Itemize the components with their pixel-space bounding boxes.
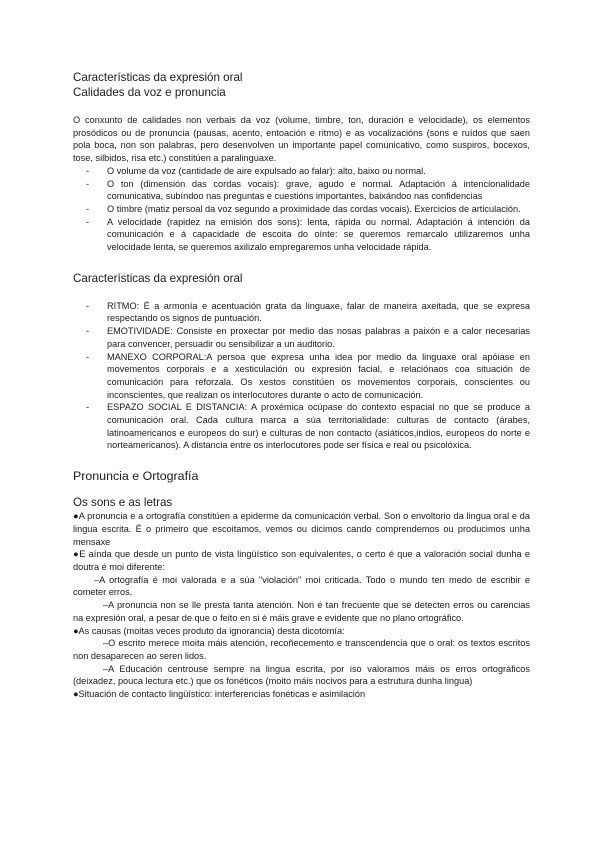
document-page — [73, 70, 530, 701]
doc-title: Características da expresión oral — [73, 71, 243, 84]
list-item: - MANEXO CORPORAL:A persoa que expresa unha idea por medio da linguaxe oral apóiase en movementos corporais e a xesticulación ou expresión facial, e relaciónaos coa situación de comunicación para reforzala. Os xestos constitúen os movementos corporais, conscientes ou inconscientes, que realizan os interlocutores durante o acto de comunicación. — [73, 351, 530, 402]
voice-qualities-list — [73, 165, 530, 254]
sub-paragraph: –O escrito merece moita máis atención, recoñecemento e transcendencia que o oral: os textos escritos non desaparecen ao seren lidos. — [73, 638, 530, 661]
list-item: - O ton (dimensión das cordas vocais): grave, agudo e normal. Adaptación á intencionalidade comunicativa, subíndoo nas preguntas e cuestións importantes, baixándoo nas confidencias — [73, 178, 530, 203]
bullet-paragraph: ●As causas (moitas veces produto da ignorancia) desta dicotomía: — [73, 625, 345, 636]
bullet-paragraph: ●A pronuncia e a ortografía constitúen a epiderme da comunicación verbal. Son o envoltorio da lingua oral e da lingua escrita. É o primeiro que escoitamos, vemos ou dicimos cando comprendemos ou producimos unha mensaxe — [73, 511, 530, 547]
bullet-paragraph: ●E aínda que desde un punto de vista lingüístico son equivalentes, o certo é que a valoración social dunha e doutra é moi diferente: — [73, 549, 530, 572]
sub-paragraph: –A pronuncia non se lle presta tanta atención. Non é tan frecuente que se detecten erros ou carencias na expresión oral, a pesar de que o feito en si é máis grave e evidente que no plano ortográfico. — [73, 600, 530, 623]
list-item: - ESPAZO SOCIAL E DISTANCIA: A proxémica ocúpase do contexto espacial no que se produce a comunicación oral. Cada cultura marca a súa territorialidade: culturas de contacto (árabes, latinoamericanos e europeos do sur) e culturas de non contacto (asiáticos,indios, europeos do norte e norteamericanos). A distancia entre os interlocutores pode ser física e real ou psicolóxica. — [73, 401, 530, 452]
section-title-voice: Calidades da voz e pronuncia — [73, 86, 226, 99]
section-title-characteristics: Características da expresión oral — [73, 271, 243, 285]
characteristics-list — [73, 300, 530, 452]
sub-paragraph: –A ortografía é moi valorada e a súa "violación" moi criticada. Todo o mundo ten medo de escribir e cometer erros. — [73, 574, 530, 598]
intro-paragraph: O conxunto de calidades non verbais da voz (volume, timbre, ton, duración e velocidade), os elementos prosódicos ou de pronuncia (pausas, acento, entoación e ritmo) e as vocalizacións (sons e ruídos que saen pola boca, non son palabras, pero desenvolven un importante papel comunicativo, como suspiros, bocexos, tose, silbidos, risa etc.) constitúen a paralinguaxe. — [73, 115, 530, 164]
list-item: - A velocidade (rapidez na emisión dos sons): lenta, rápida ou normal. Adaptación á intención da comunicación e á capacidade de escoita do oínte: se queremos remarcalo utilizaremos unha velocidade lenta, se queremos axilizalo empregaremos unha velocidade rápida. — [73, 216, 530, 254]
list-item: - O volume da voz (cantidade de aire expulsado ao falar): alto, baixo ou normal. — [73, 165, 530, 178]
list-item: - EMOTIVIDADE: Consiste en proxectar por medio das nosas palabras a paixón e a calor necesarias para convencer, persuadir ou sensibilizar a un auditorio. — [73, 325, 530, 350]
section-title-pronunciation: Pronuncia e Ortografía — [73, 469, 199, 484]
bullet-paragraph: ●Situación de contacto lingüístico: interferencias fonéticas e asimilación — [73, 689, 366, 700]
subsection-title-sounds: Os sons e as letras — [73, 496, 173, 510]
sub-paragraph: –A Educación centrouse sempre na lingua escrita, por iso valoramos máis os erros ortográficos (deixadez, pouca lectura etc.) que os fonéticos (moito máis nocivos para a estrutura dunha lingua) — [73, 663, 530, 687]
list-item: - O timbre (matiz persoal da voz segundo a proximidade das cordas vocais). Exercicios de articulación. — [73, 203, 530, 216]
list-item: - RITMO: É a armonía e acentuación grata da linguaxe, falar de maneira axeitada, que se expresa respectando os signos de puntuación. — [73, 300, 530, 325]
